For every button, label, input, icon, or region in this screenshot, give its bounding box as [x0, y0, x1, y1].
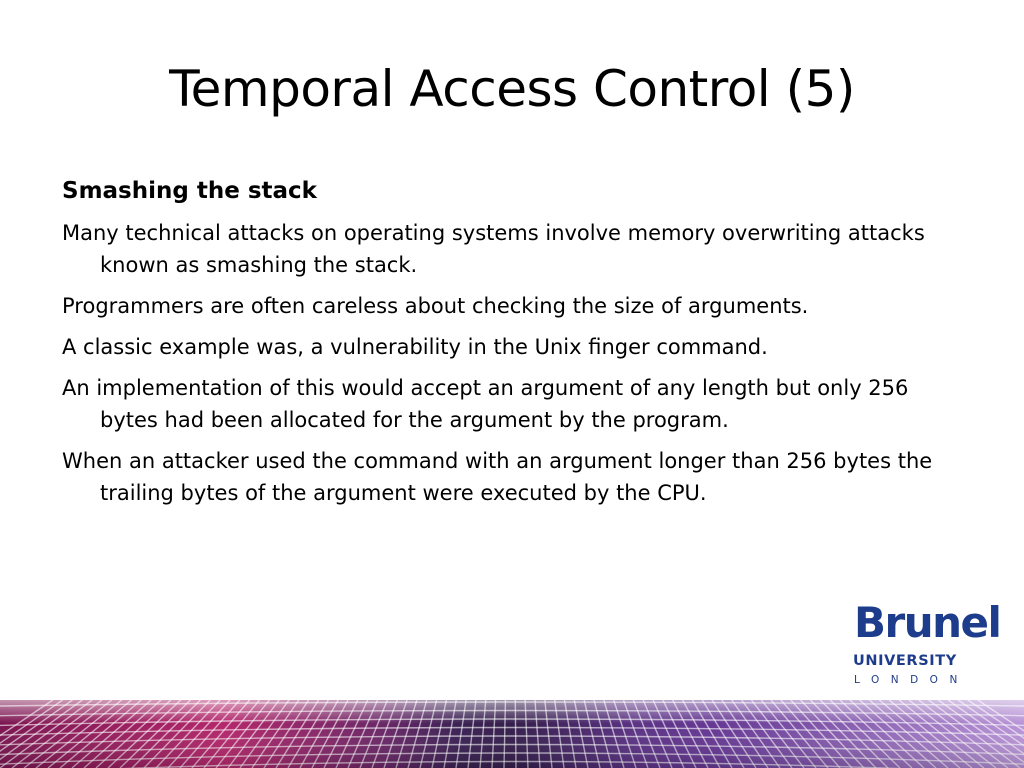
slide-body	[62, 176, 962, 518]
paragraph-5: When an attacker used the command with an argument longer than 256 bytes the trailing bytes of the argument were executed by the CPU.	[62, 449, 933, 506]
logo-wordmark: Brunel	[854, 598, 1001, 647]
brunel-university-logo	[848, 598, 1001, 690]
logo-university-text: UNIVERSITY	[853, 653, 957, 669]
paragraph-1: Many technical attacks on operating systems involve memory overwriting attacks known as smashing the stack.	[62, 221, 925, 278]
slide-title: Temporal Access Control (5)	[169, 60, 855, 118]
slide-subheading: Smashing the stack	[62, 178, 317, 204]
paragraph-2: Programmers are often careless about checking the size of arguments.	[62, 294, 809, 319]
logo-london-text: LONDON	[854, 674, 969, 686]
paragraph-4: An implementation of this would accept an argument of any length but only 256 bytes had been allocated for the argument by the program.	[62, 376, 909, 433]
decorative-grid-banner	[0, 700, 1024, 768]
paragraph-3: A classic example was, a vulnerability in the Unix finger command.	[62, 335, 768, 360]
